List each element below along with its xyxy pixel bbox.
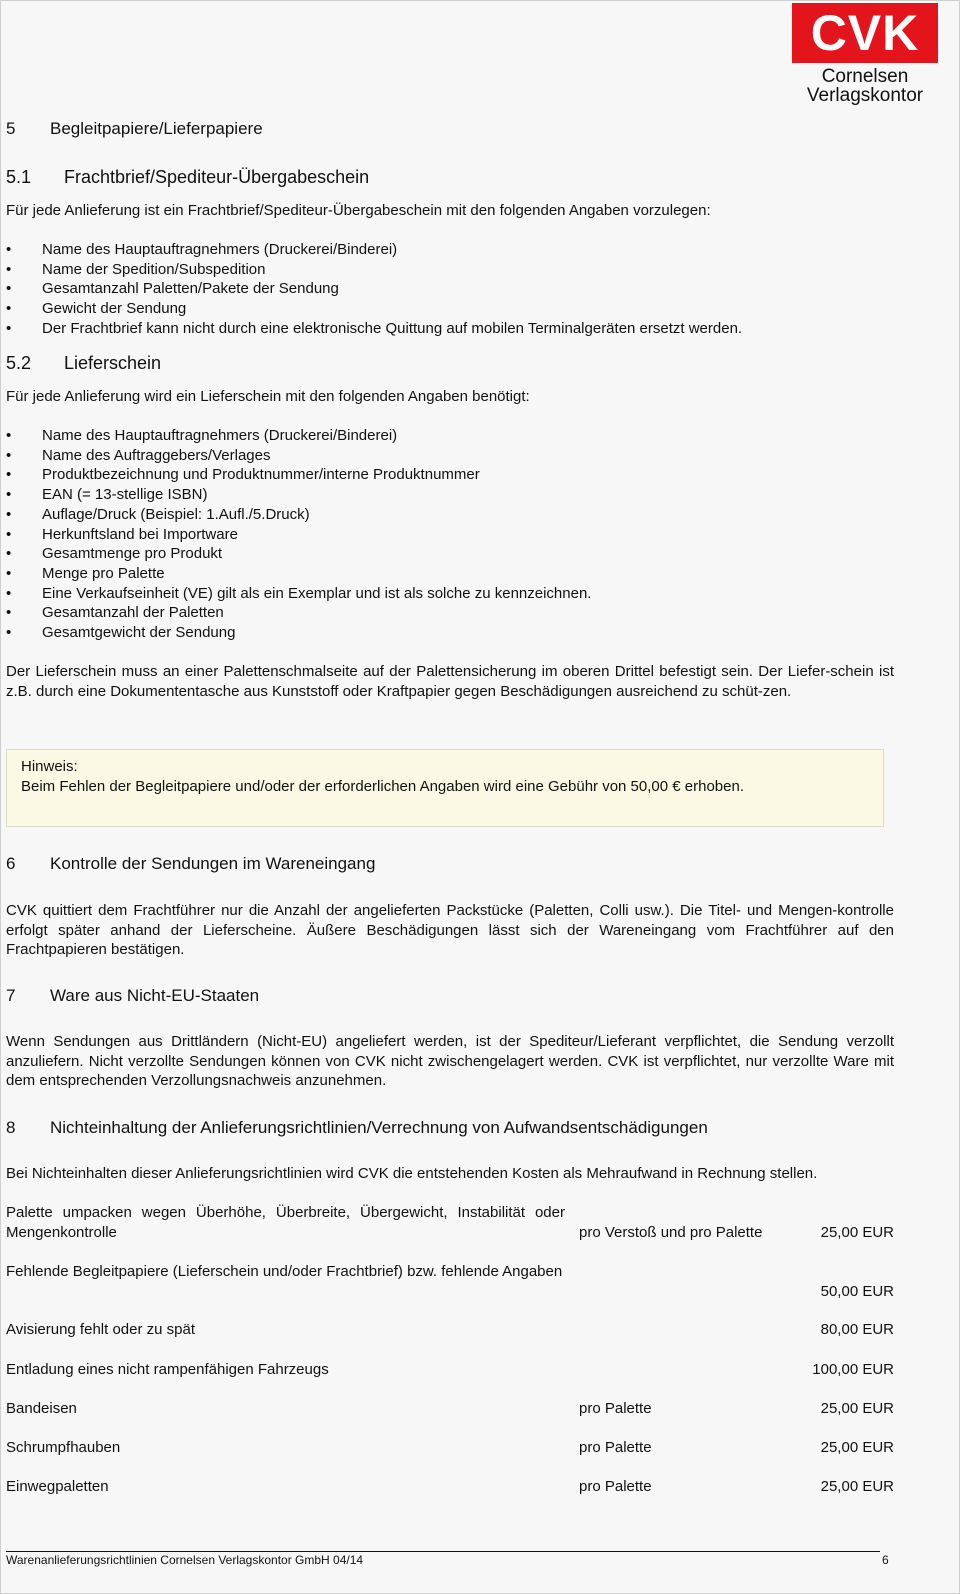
fee-amount: 25,00 EUR [820, 1399, 894, 1417]
fee-description: Entladung eines nicht rampenfähigen Fahrzeugs [6, 1361, 329, 1378]
fee-description: Bandeisen [6, 1400, 77, 1417]
fee-amount: 100,00 EUR [812, 1360, 894, 1378]
heading-5-2 [6, 353, 161, 374]
list-item: • Menge pro Palette [6, 564, 591, 584]
list-item: • Gesamtgewicht der Sendung [6, 623, 591, 643]
list-item: • Auflage/Druck (Beispiel: 1.Aufl./5.Druck) [6, 505, 591, 525]
fee-description: Einwegpaletten [6, 1478, 109, 1495]
heading-number: 6 [6, 854, 16, 873]
list-item: • Name des Auftraggebers/Verlages [6, 446, 591, 466]
fee-row [6, 1203, 894, 1242]
fee-amount: 80,00 EUR [820, 1320, 894, 1338]
heading-number: 5.2 [6, 353, 32, 373]
list-item: • Gesamtanzahl Paletten/Pakete der Sendung [6, 279, 742, 299]
heading-number: 5.1 [6, 167, 32, 187]
list-item: • Gewicht der Sendung [6, 299, 742, 319]
heading-title: Frachtbrief/Spediteur-Übergabeschein [64, 167, 370, 187]
fee-amount: 25,00 EUR [820, 1438, 894, 1456]
logo-line2: Verlagskontor [806, 85, 924, 106]
logo-mark: CVK [792, 3, 938, 63]
heading-title: Ware aus Nicht-EU-Staaten [50, 986, 260, 1005]
heading-5 [6, 119, 263, 139]
fee-amount: 50,00 EUR [820, 1282, 894, 1300]
note-label: Hinweis: [21, 758, 78, 775]
fee-amount: 25,00 EUR [820, 1477, 894, 1495]
list-5-1 [6, 240, 742, 339]
fee-description: Avisierung fehlt oder zu spät [6, 1321, 196, 1338]
list-item: • EAN (= 13-stellige ISBN) [6, 485, 591, 505]
fee-amount: 25,00 EUR [820, 1223, 894, 1241]
heading-8 [6, 1118, 708, 1138]
list-item: • Produktbezeichnung und Produktnummer/interne Produktnummer [6, 465, 591, 485]
page-number: 6 [882, 1553, 889, 1567]
heading-title: Kontrolle der Sendungen im Wareneingang [50, 854, 376, 873]
paragraph-5-2: Der Lieferschein muss an einer Palettenschmalseite auf der Palettensicherung im oberen Drittel befestigt sein. Der Liefer-schein ist z.B. durch eine Dokumententasche aus Kunststoff oder Kraftpapier gegen Beschädigungen ausreichend zu schüt-zen. [6, 663, 894, 700]
fee-description: Palette umpacken wegen Überhöhe, Überbreite, Übergewicht, Instabilität oder Mengenkontrolle [6, 1204, 565, 1241]
fee-description: Schrumpfhauben [6, 1439, 121, 1456]
fee-unit: pro Palette [579, 1477, 652, 1495]
list-item: • Name des Hauptauftragnehmers (Druckerei/Binderei) [6, 240, 742, 260]
cvk-logo [792, 3, 938, 105]
fee-row [6, 1360, 894, 1380]
fee-row [6, 1477, 894, 1497]
fee-unit: pro Verstoß und pro Palette [579, 1223, 763, 1241]
footer-divider [6, 1551, 880, 1552]
heading-number: 5 [6, 119, 16, 138]
fee-description: Fehlende Begleitpapiere (Lieferschein und/oder Frachtbrief) bzw. fehlende Angaben [6, 1263, 563, 1280]
heading-7 [6, 986, 259, 1006]
list-5-2 [6, 426, 591, 643]
heading-number: 7 [6, 986, 16, 1005]
logo-line1: Cornelsen [821, 66, 909, 87]
list-item: • Name der Spedition/Subspedition [6, 260, 742, 280]
fee-row [6, 1438, 894, 1458]
fee-row [6, 1399, 894, 1419]
fee-row [6, 1262, 894, 1301]
fee-unit: pro Palette [579, 1399, 652, 1417]
paragraph-7: Wenn Sendungen aus Drittländern (Nicht-EU) angeliefert werden, ist der Spediteur/Lieferant verpflichtet, die Sendung verzollt anzuliefern. Nicht verzollte Sendungen können von CVK nicht zwischengelagert werden. CVK ist verpflichtet, nur verzollte Ware mit dem entsprechenden Verzollungsnachweis anzunehmen. [6, 1033, 894, 1090]
intro-5-1: Für jede Anlieferung ist ein Frachtbrief/Spediteur-Übergabeschein mit den folgenden Angaben vorzulegen: [6, 202, 711, 219]
list-item: • Gesamtmenge pro Produkt [6, 544, 591, 564]
heading-5-1 [6, 167, 369, 188]
list-item: • Der Frachtbrief kann nicht durch eine elektronische Quittung auf mobilen Terminalgeräten ersetzt werden. [6, 319, 742, 339]
paragraph-8: Bei Nichteinhalten dieser Anlieferungsrichtlinien wird CVK die entstehenden Kosten als Mehraufwand in Rechnung stellen. [6, 1165, 818, 1182]
list-item: • Name des Hauptauftragnehmers (Druckerei/Binderei) [6, 426, 591, 446]
note-text: Beim Fehlen der Begleitpapiere und/oder der erforderlichen Angaben wird eine Gebühr von 50,00 € erhoben. [21, 777, 744, 795]
heading-title: Lieferschein [64, 353, 162, 373]
paragraph-6: CVK quittiert dem Frachtführer nur die Anzahl der angelieferten Packstücke (Paletten, Colli usw.). Die Titel- und Mengen-kontrolle erfolgt später anhand der Lieferscheine. Äußere Beschädigungen lässt sich der Wareneingang vom Frachtführer auf den Frachtpapieren bestätigen. [6, 902, 894, 959]
heading-number: 8 [6, 1118, 16, 1137]
list-item: • Eine Verkaufseinheit (VE) gilt als ein Exemplar und ist als solche zu kennzeichnen. [6, 584, 591, 604]
list-item: • Gesamtanzahl der Paletten [6, 603, 591, 623]
note-box [6, 749, 884, 827]
heading-title: Begleitpapiere/Lieferpapiere [50, 119, 263, 138]
fee-unit: pro Palette [579, 1438, 652, 1456]
heading-title: Nichteinhaltung der Anlieferungsrichtlinien/Verrechnung von Aufwandsentschädigungen [50, 1118, 708, 1137]
footer-text: Warenanlieferungsrichtlinien Cornelsen Verlagskontor GmbH 04/14 [6, 1553, 364, 1567]
list-item: • Herkunftsland bei Importware [6, 525, 591, 545]
heading-6 [6, 854, 375, 874]
intro-5-2: Für jede Anlieferung wird ein Lieferschein mit den folgenden Angaben benötigt: [6, 388, 530, 405]
fee-row [6, 1320, 894, 1340]
